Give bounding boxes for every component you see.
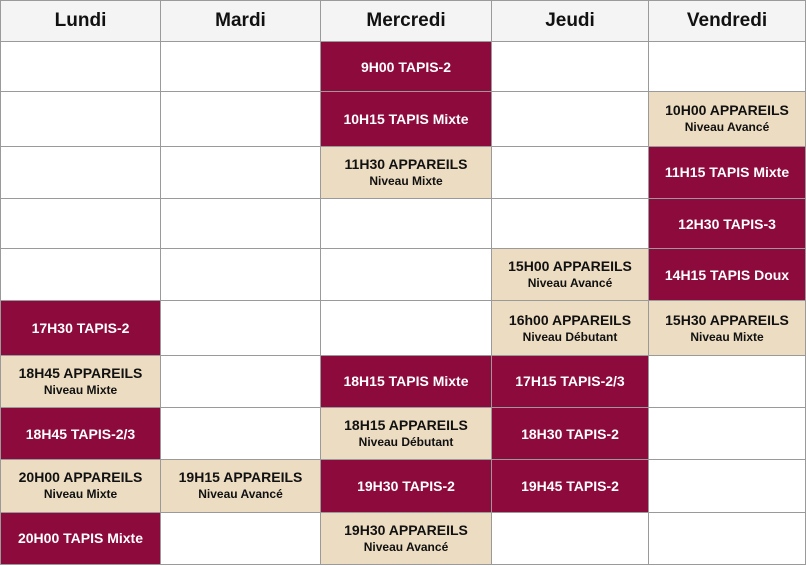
- class-level: Niveau Mixte: [43, 382, 118, 397]
- empty-slot: [161, 42, 321, 92]
- empty-slot: [1, 146, 161, 198]
- appareils-class-slot-lundi: [1, 355, 161, 407]
- class-title: 11H15 TAPIS Mixte: [664, 164, 790, 181]
- class-title: 19H45 TAPIS-2: [521, 477, 619, 494]
- class-level: Niveau Avancé: [527, 276, 613, 291]
- day-header-jeudi: Jeudi: [492, 1, 649, 42]
- class-title: 19H30 TAPIS-2: [357, 477, 455, 494]
- class-level: Niveau Avancé: [684, 120, 770, 135]
- tapis-class-slot-mercredi: [321, 92, 492, 146]
- class-level: Niveau Débutant: [358, 435, 454, 450]
- tapis-class-slot-lundi: [1, 301, 161, 355]
- class-title: 16h00 APPAREILS: [508, 311, 632, 328]
- empty-slot: [1, 198, 161, 248]
- day-header-mardi: Mardi: [161, 1, 321, 42]
- empty-slot: [161, 512, 321, 564]
- empty-slot: [649, 408, 806, 460]
- class-title: 15H00 APPAREILS: [508, 258, 632, 275]
- empty-slot: [1, 42, 161, 92]
- appareils-class-slot-jeudi: [492, 249, 649, 301]
- class-title: 12H30 TAPIS-3: [678, 215, 776, 232]
- empty-slot: [161, 301, 321, 355]
- empty-slot: [321, 249, 492, 301]
- day-header-lundi: Lundi: [1, 1, 161, 42]
- tapis-class-slot-mercredi: [321, 355, 492, 407]
- tapis-class-slot-lundi: [1, 512, 161, 564]
- empty-slot: [492, 92, 649, 146]
- schedule-row: [1, 42, 806, 92]
- appareils-class-slot-jeudi: [492, 301, 649, 355]
- empty-slot: [649, 355, 806, 407]
- tapis-class-slot-mercredi: [321, 42, 492, 92]
- class-title: 18H15 APPAREILS: [344, 417, 468, 434]
- class-title: 20H00 APPAREILS: [18, 469, 143, 486]
- schedule-row: [1, 92, 806, 146]
- day-header-vendredi: Vendredi: [649, 1, 806, 42]
- schedule-row: [1, 460, 806, 512]
- empty-slot: [161, 249, 321, 301]
- tapis-class-slot-mercredi: [321, 460, 492, 512]
- class-title: 18H15 TAPIS Mixte: [343, 373, 469, 390]
- class-level: Niveau Débutant: [522, 329, 618, 344]
- class-title: 18H45 APPAREILS: [18, 364, 143, 381]
- appareils-class-slot-mardi: [161, 460, 321, 512]
- class-title: 9H00 TAPIS-2: [361, 58, 451, 75]
- empty-slot: [321, 301, 492, 355]
- tapis-class-slot-jeudi: [492, 460, 649, 512]
- class-title: 18H45 TAPIS-2/3: [25, 425, 136, 442]
- empty-slot: [492, 146, 649, 198]
- tapis-class-slot-jeudi: [492, 408, 649, 460]
- tapis-class-slot-vendredi: [649, 249, 806, 301]
- class-title: 11H30 APPAREILS: [344, 155, 468, 172]
- class-title: 14H15 TAPIS Doux: [664, 266, 790, 283]
- tapis-class-slot-lundi: [1, 408, 161, 460]
- empty-slot: [649, 42, 806, 92]
- empty-slot: [649, 460, 806, 512]
- class-title: 15H30 APPAREILS: [665, 311, 789, 328]
- schedule-row: [1, 198, 806, 248]
- class-level: Niveau Mixte: [369, 173, 443, 188]
- class-level: Niveau Avancé: [198, 487, 283, 502]
- class-title: 20H00 TAPIS Mixte: [17, 530, 143, 547]
- class-level: Niveau Avancé: [363, 539, 449, 554]
- schedule-row: [1, 249, 806, 301]
- schedule-row: [1, 146, 806, 198]
- empty-slot: [492, 42, 649, 92]
- tapis-class-slot-jeudi: [492, 355, 649, 407]
- empty-slot: [492, 198, 649, 248]
- class-level: Niveau Mixte: [690, 329, 764, 344]
- empty-slot: [649, 512, 806, 564]
- appareils-class-slot-lundi: [1, 460, 161, 512]
- appareils-class-slot-vendredi: [649, 92, 806, 146]
- schedule-row: [1, 512, 806, 564]
- schedule-row: [1, 355, 806, 407]
- empty-slot: [161, 408, 321, 460]
- class-title: 17H30 TAPIS-2: [31, 320, 130, 337]
- tapis-class-slot-vendredi: [649, 198, 806, 248]
- schedule-row: [1, 301, 806, 355]
- empty-slot: [161, 92, 321, 146]
- tapis-class-slot-vendredi: [649, 146, 806, 198]
- empty-slot: [492, 512, 649, 564]
- empty-slot: [1, 249, 161, 301]
- empty-slot: [161, 355, 321, 407]
- appareils-class-slot-mercredi: [321, 408, 492, 460]
- empty-slot: [1, 92, 161, 146]
- schedule-body: [1, 42, 806, 565]
- class-title: 10H15 TAPIS Mixte: [343, 110, 469, 127]
- empty-slot: [161, 146, 321, 198]
- appareils-class-slot-mercredi: [321, 512, 492, 564]
- day-header-mercredi: Mercredi: [321, 1, 492, 42]
- class-level: Niveau Mixte: [43, 487, 118, 502]
- appareils-class-slot-vendredi: [649, 301, 806, 355]
- empty-slot: [321, 198, 492, 248]
- class-title: 19H30 APPAREILS: [344, 521, 468, 538]
- class-title: 18H30 TAPIS-2: [521, 425, 619, 442]
- class-title: 19H15 APPAREILS: [178, 469, 303, 486]
- appareils-class-slot-mercredi: [321, 146, 492, 198]
- class-title: 10H00 APPAREILS: [665, 102, 789, 119]
- day-header-row: [1, 1, 806, 42]
- empty-slot: [161, 198, 321, 248]
- schedule-row: [1, 408, 806, 460]
- class-title: 17H15 TAPIS-2/3: [515, 373, 625, 390]
